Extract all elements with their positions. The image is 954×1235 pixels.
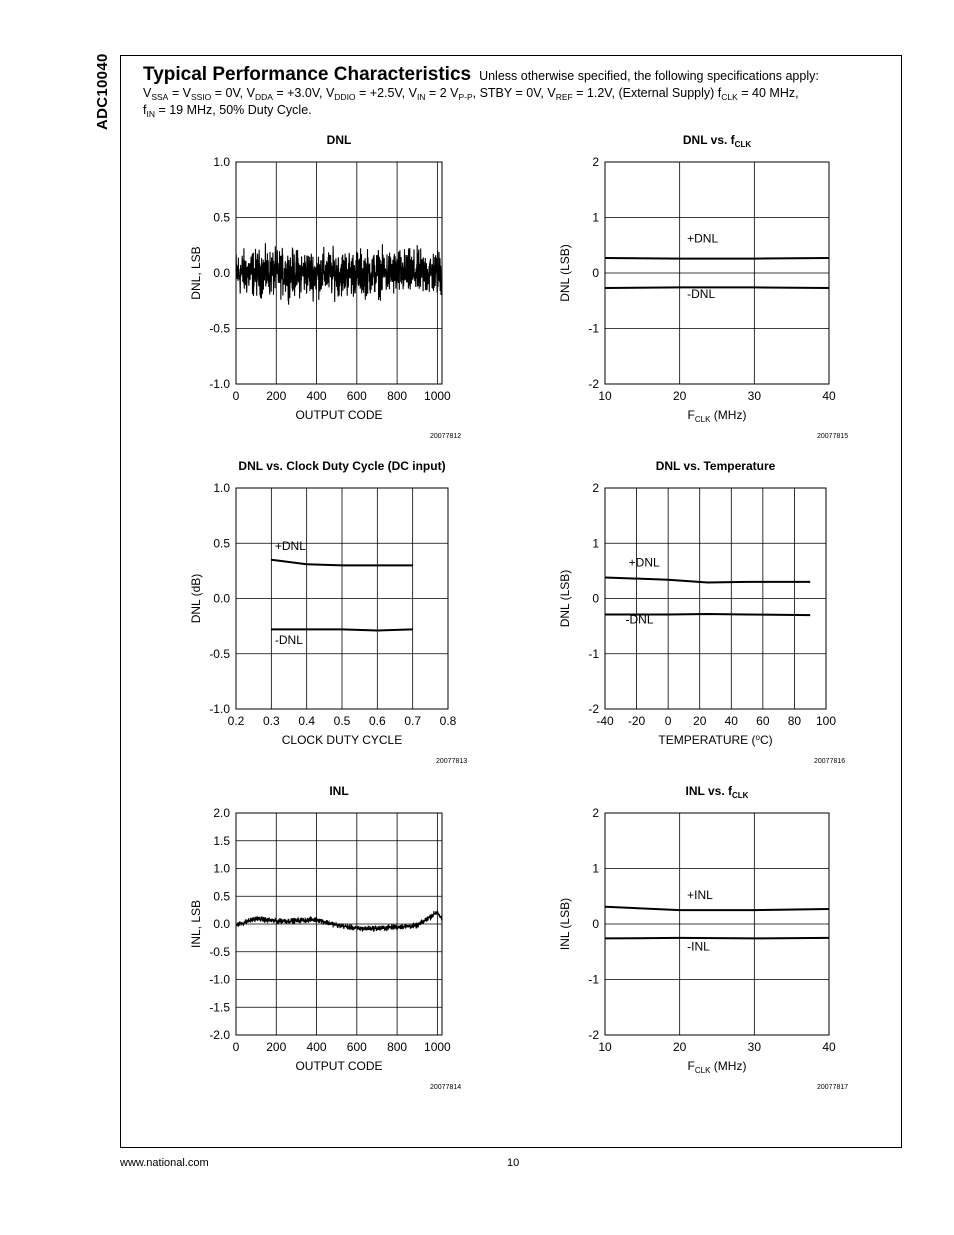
x-tick-label: 40 [822,1040,836,1054]
x-tick-label: 0 [232,1040,240,1054]
y-axis-label: DNL (LSB) [558,244,572,302]
x-axis-label: OUTPUT CODE [295,1059,383,1073]
y-tick-label: 0 [592,917,599,931]
y-tick-label: 1.0 [213,481,230,495]
chart-title: DNL vs. $f_{CLK}$ [682,133,752,149]
y-tick-label: -1 [588,972,599,987]
x-tick-label: 30 [747,389,762,403]
y-tick-label: -0.5 [209,944,230,959]
chart-dnl-temp [558,459,845,765]
figure-code: 20077815 [817,433,849,440]
section-title: Typical Performance Characteristics [143,64,472,85]
y-axis-label: DNL (dB) [189,573,203,624]
y-tick-label: -1.0 [209,377,230,391]
part-number-side-label: ADC10040 [94,53,111,130]
x-tick-label: 0.7 [404,714,422,728]
x-tick-label: 0.3 [262,714,280,728]
x-tick-label: 40 [724,714,738,728]
conditions-intro: Unless otherwise specified, the following specifications apply: [479,69,819,83]
y-tick-label: 2 [592,806,599,820]
x-tick-label: 0.4 [298,714,316,728]
x-axis-label-subscript: CLK [694,415,711,424]
x-tick-label: 0 [664,714,672,728]
chart-title: INL vs. $f_{CLK}$ [685,784,749,800]
x-tick-label: 600 [346,389,367,403]
x-tick-label: 10 [598,1040,612,1054]
y-tick-label: 0.5 [213,210,230,225]
x-axis-label: TEMPERATURE ($^o$C) [658,733,773,747]
chart-inl-code [189,784,461,1091]
series-line [605,578,810,583]
series-label: -DNL [625,612,654,627]
chart-title-subscript: CLK [732,791,749,800]
x-tick-label: -20 [627,714,646,728]
y-tick-label: -1 [588,646,599,661]
series-label: -DNL [687,286,716,301]
chart-title-subscript: CLK [734,140,752,149]
y-tick-label: 0 [592,591,599,606]
y-tick-label: 1.5 [213,833,230,848]
x-tick-label: -40 [596,714,614,728]
series-label: +INL [687,888,713,903]
series-label: +DNL [628,555,660,570]
x-tick-label: 1000 [424,1040,451,1054]
x-tick-label: 0.8 [439,714,457,728]
conditions-text: $V_{SSA} = V_{SSIO} = 0V$, $V_{DDA} = +3.0V$, $V_{DDIO} = +2.5V$, $V_{IN} = 2$ $V_{P-P}$, STBY = 0V, $V_{REF} = 1.2V$, (External Supply) $f_{CLK} = 40$ MHz, $f_{IN} = 19$ MHz, 50% Duty Cycle. [143,86,799,119]
y-axis-label: INL (LSB) [558,897,572,951]
x-tick-label: 0 [232,389,240,403]
series-label: -DNL [274,632,303,647]
x-axis-label: CLOCK DUTY CYCLE [281,733,403,747]
y-tick-label: 1.0 [213,155,230,169]
y-tick-label: 1.0 [213,861,230,876]
x-axis-label-subscript: CLK [694,1066,711,1075]
figure-code: 20077814 [430,1084,462,1091]
x-tick-label: 30 [747,1040,762,1054]
x-tick-label: 10 [598,389,612,403]
x-tick-label: 40 [822,389,836,403]
y-tick-label: -1.5 [209,1000,230,1015]
series-line [605,287,829,288]
y-tick-label: -0.5 [209,646,230,661]
chart-title: INL [329,784,349,798]
series-line [605,907,829,910]
measurement-trace [236,243,442,304]
x-tick-label: 200 [266,1040,287,1054]
chart-title: DNL [326,133,352,147]
y-tick-label: 0.5 [213,889,230,904]
y-tick-label: -2 [588,1028,599,1042]
x-axis-label: $F_{CLK}$ (MHz) [687,408,747,424]
series-label: +DNL [687,231,719,246]
x-tick-label: 100 [815,714,837,728]
x-tick-label: 800 [387,389,408,403]
page-number: 10 [507,1157,520,1169]
x-tick-label: 0.5 [333,714,351,728]
y-tick-label: 2 [592,481,599,495]
figure-code: 20077816 [814,758,846,765]
y-tick-label: 0.0 [213,591,230,606]
y-tick-label: 0.0 [213,266,230,280]
y-tick-label: -2 [588,377,599,391]
y-axis-label: DNL, LSB [189,246,203,300]
x-tick-label: 400 [306,389,327,403]
series-label: +DNL [274,538,306,553]
series-line [605,258,829,259]
y-tick-label: 1 [592,210,599,225]
y-axis-label: INL, LSB [189,899,203,949]
y-tick-label: -1.0 [209,702,230,716]
x-tick-label: 600 [346,1040,367,1054]
x-tick-label: 20 [672,1040,687,1054]
chart-dnl-code [189,133,461,440]
chart-title: DNL vs. Temperature [655,459,776,473]
x-tick-label: 0.2 [227,714,245,728]
y-tick-label: -2 [588,702,599,716]
chart-dnl-fclk [558,133,848,440]
x-tick-label: 20 [693,714,707,728]
y-tick-label: -0.5 [209,321,230,336]
y-tick-label: 2 [592,155,599,169]
x-tick-label: 80 [787,714,802,728]
y-tick-label: 0 [592,266,599,280]
chart-dnl-duty [189,459,467,765]
x-tick-label: 400 [306,1040,327,1054]
measurement-trace [236,911,442,932]
x-tick-label: 60 [756,714,770,728]
x-tick-label: 800 [387,1040,408,1054]
y-tick-label: 0.5 [213,536,230,551]
x-tick-label: 20 [672,389,687,403]
y-tick-label: -1.0 [209,972,230,987]
y-axis-label: DNL (LSB) [558,569,572,628]
x-tick-label: 200 [266,389,287,403]
x-axis-label: $F_{CLK}$ (MHz) [687,1059,747,1075]
y-tick-label: 1 [592,861,599,876]
series-label: -INL [687,939,710,954]
y-tick-label: 2.0 [213,806,230,820]
x-tick-label: 0.6 [368,714,386,728]
series-line [605,938,829,939]
figure-code: 20077812 [430,433,462,440]
figure-code: 20077817 [817,1084,849,1091]
figure-code: 20077813 [436,758,468,765]
chart-inl-fclk [558,784,848,1091]
x-axis-label: OUTPUT CODE [295,408,383,422]
series-line [271,629,412,630]
y-tick-label: -2.0 [209,1028,230,1042]
footer-url[interactable]: www.national.com [120,1157,209,1169]
y-tick-label: 1 [592,536,599,551]
x-tick-label: 1000 [424,389,451,403]
y-tick-label: 0.0 [213,917,230,931]
chart-title: DNL vs. Clock Duty Cycle (DC input) [238,459,446,473]
y-tick-label: -1 [588,321,599,336]
